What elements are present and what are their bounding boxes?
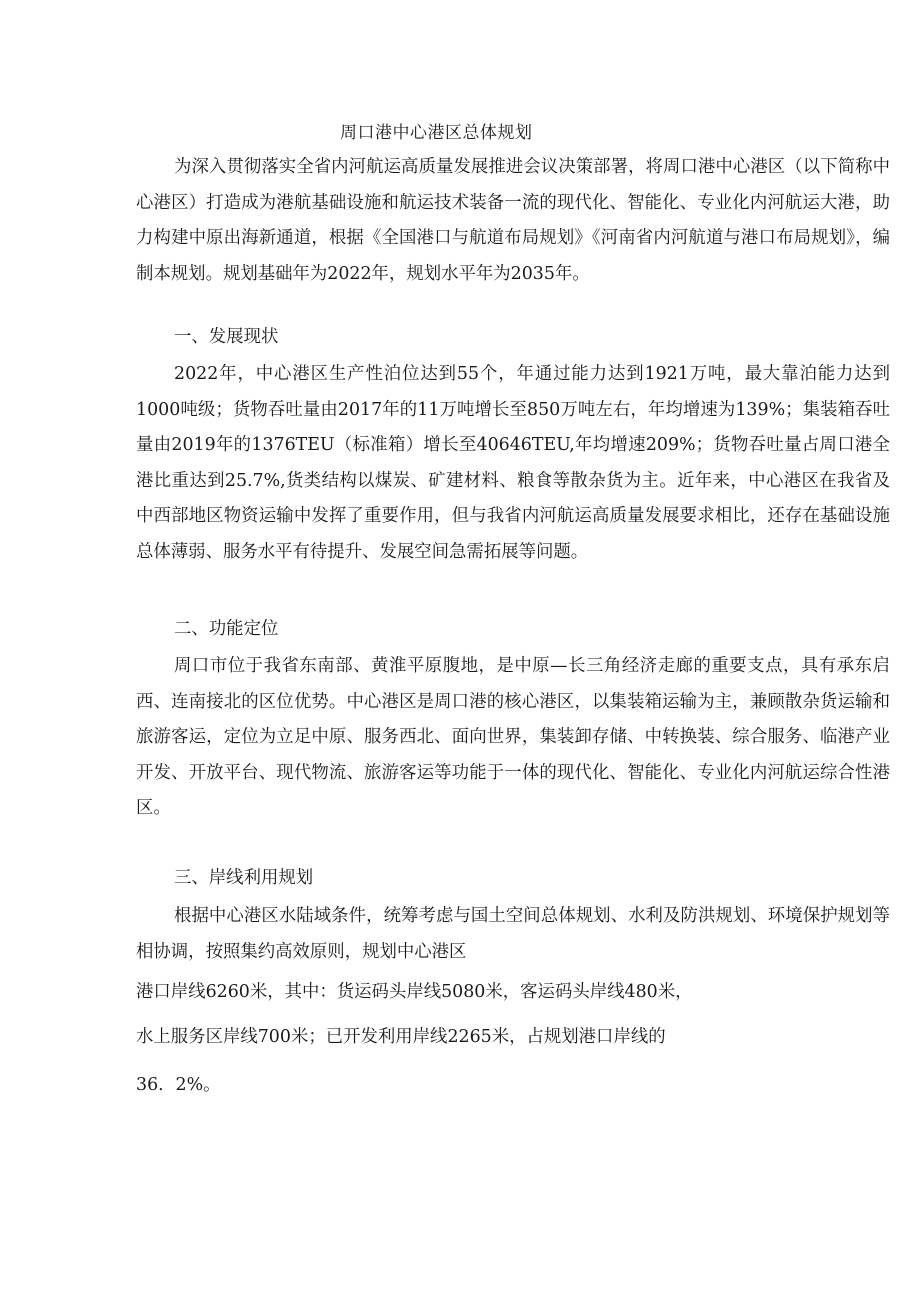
section-heading-shoreline: 三、岸线利用规划 xyxy=(174,868,314,888)
section-body-shoreline: 根据中心港区水陆域条件，统筹考虑与国土空间总体规划、水利及防洪规划、环境保护规划等相协调，按照集约高效原则，规划中心港区 xyxy=(136,906,890,962)
shoreline-line-2: 港口岸线6260米，其中：货运码头岸线5080米，客运码头岸线480米， xyxy=(136,982,693,1002)
shoreline-line-3: 水上服务区岸线700米；已开发利用岸线2265米，占规划港口岸线的 xyxy=(136,1027,666,1047)
section-heading-status: 一、发展现状 xyxy=(174,327,279,347)
document-title: 周口港中心港区总体规划 xyxy=(340,123,533,143)
section-heading-function: 二、功能定位 xyxy=(174,619,279,639)
intro-paragraph: 为深入贯彻落实全省内河航运高质量发展推进会议决策部署，将周口港中心港区（以下简称中心港区）打造成为港航基础设施和航运技术装备一流的现代化、智能化、专业化内河航运大港，助力构建中原出海新通道，根据《全国港口与航道布局规划》《河南省内河航道与港口布局规划》，编制本规划。规划基础年为2022年，规划水平年为2035年。 xyxy=(136,157,890,284)
section-body-function: 周口市位于我省东南部、黄淮平原腹地，是中原—长三角经济走廊的重要支点，具有承东启西、连南接北的区位优势。中心港区是周口港的核心港区，以集装箱运输为主，兼顾散杂货运输和旅游客运，定位为立足中原、服务西北、面向世界，集装卸存储、中转换装、综合服务、临港产业开发、开放平台、现代物流、旅游客运等功能于一体的现代化、智能化、专业化内河航运综合性港区。 xyxy=(136,656,890,819)
shoreline-line-4: 36．2%。 xyxy=(136,1075,221,1095)
section-body-status: 2022年，中心港区生产性泊位达到55个，年通过能力达到1921万吨，最大靠泊能力达到1000吨级；货物吞吐量由2017年的11万吨增长至850万吨左右，年均增速为139%；集装箱吞吐量由2019年的1376TEU（标准箱）增长至40646TEU,年均增速209%；货物吞吐量占周口港全港比重达到25.7%,货类结构以煤炭、矿建材料、粮食等散杂货为主。近年来，中心港区在我省及中西部地区物资运输中发挥了重要作用，但与我省内河航运高质量发展要求相比，还存在基础设施总体薄弱、服务水平有待提升、发展空间急需拓展等问题。 xyxy=(136,364,890,562)
